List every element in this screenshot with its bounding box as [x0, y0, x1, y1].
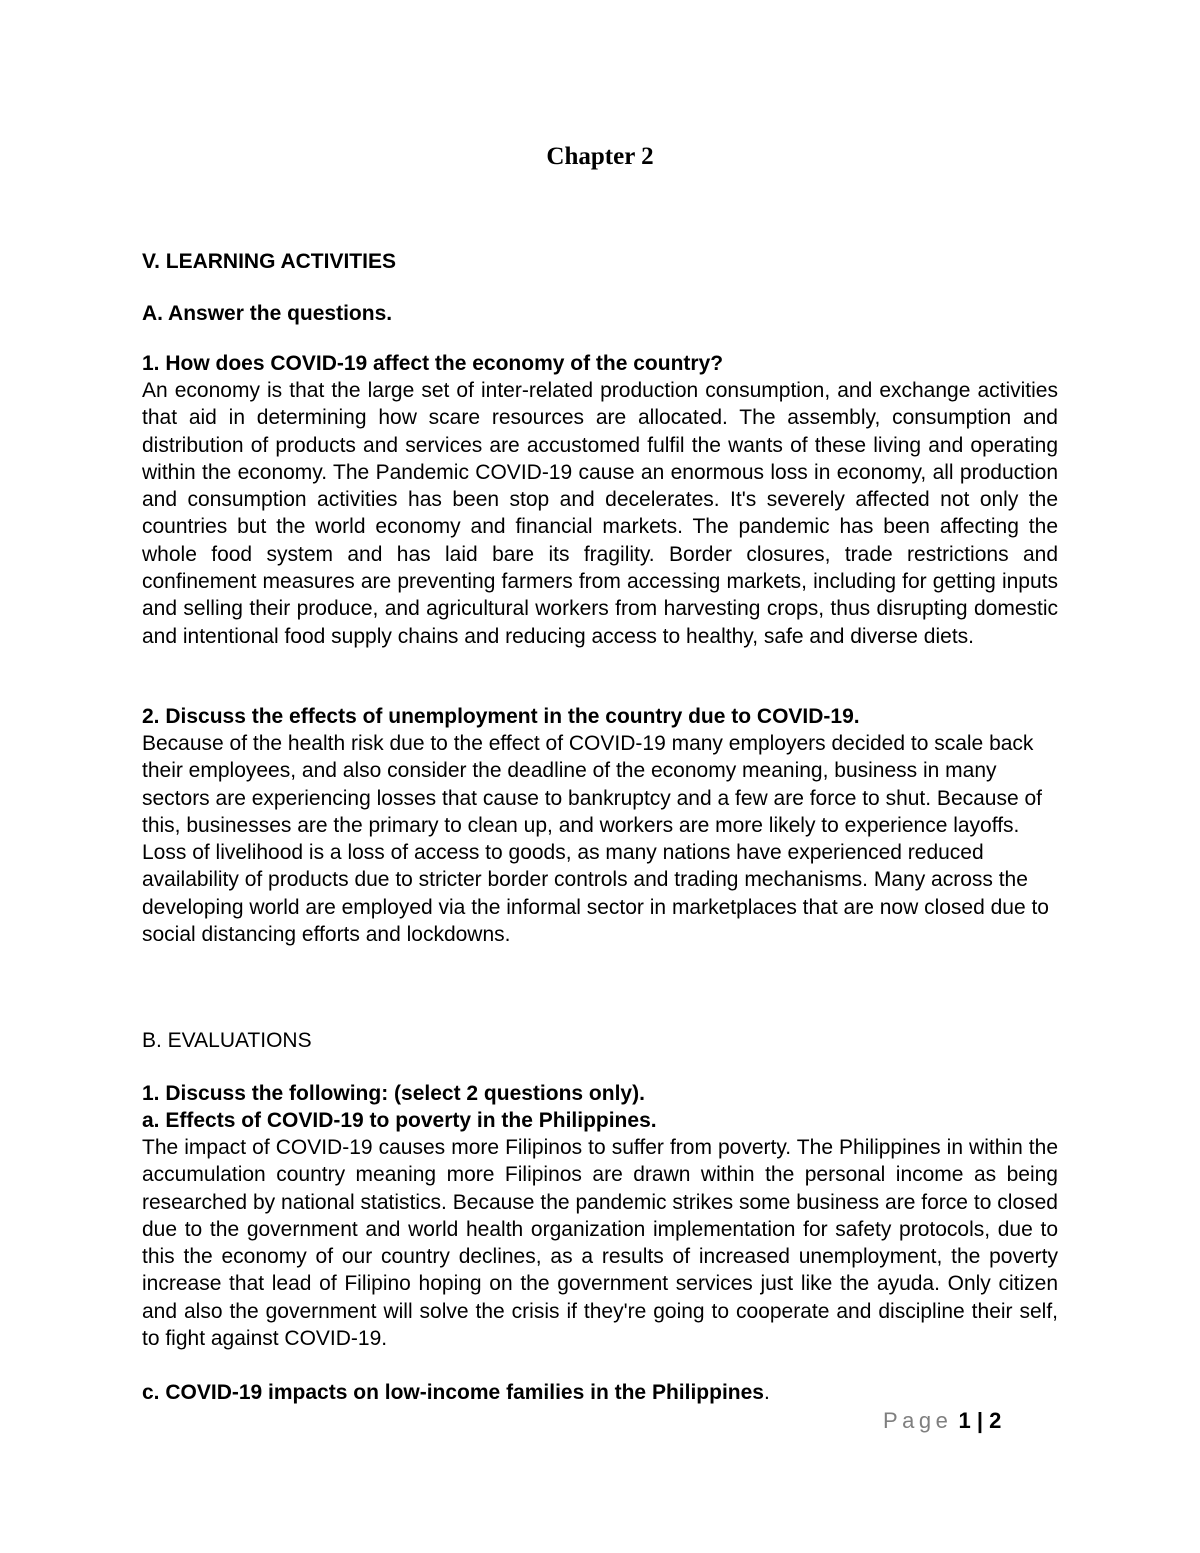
current-page-number: 1: [958, 1408, 971, 1433]
evaluation-item-a-answer: The impact of COVID-19 causes more Filipinos to suffer from poverty. The Philippines in within the accumulation country meaning more Filipinos are drawn within the personal income as being researched by national statistics. Because the pandemic strikes some business are force to closed due to the government and world health organization implementation for safety protocols, due to this the economy of our country declines, as a results of increased unemployment, the poverty increase that lead of Filipino hoping on the government services just like the ayuda. Only citizen and also the government will solve the crisis if they're going to cooperate and discipline their self, to fight against COVID-19.: [142, 1136, 1058, 1351]
page-label: Page: [883, 1408, 953, 1433]
answer-1: An economy is that the large set of inter-related production consumption, and exchange activities that aid in determining how scare resources are allocated. The assembly, consumption and distribution of products and services are accustomed fulfil the wants of these living and operating within the economy. The Pandemic COVID-19 cause an enormous loss in economy, all production and consumption activities has been stop and decelerates. It's severely affected not only the countries but the world economy and financial markets. The pandemic has been affecting the whole food system and has laid bare its fragility. Border closures, trade restrictions and confinement measures are preventing farmers from accessing markets, including for getting inputs and selling their produce, and agricultural workers from harvesting crops, thus disrupting domestic and intentional food supply chains and reducing access to healthy, safe and diverse diets.: [142, 379, 1058, 648]
section-v-heading: V. LEARNING ACTIVITIES: [142, 250, 396, 273]
page-footer: [883, 1405, 1001, 1437]
chapter-title: Chapter 2: [546, 143, 654, 170]
evaluation-item-c: [142, 1379, 1058, 1406]
part-a-heading: A. Answer the questions.: [142, 302, 393, 325]
section-b-heading: B. EVALUATIONS: [142, 1029, 312, 1052]
question-2: 2. Discuss the effects of unemployment in the country due to COVID-19.: [142, 705, 860, 728]
evaluation-item-a-question: a. Effects of COVID-19 to poverty in the Philippines.: [142, 1109, 657, 1132]
question-1: 1. How does COVID-19 affect the economy of the country?: [142, 352, 724, 375]
total-pages-number: 2: [989, 1408, 1002, 1433]
evaluation-item-c-period: .: [763, 1381, 770, 1404]
answer-2: Because of the health risk due to the effect of COVID-19 many employers decided to scale back their employees, and also consider the deadline of the economy meaning, business in many sectors are experiencing losses that cause to bankruptcy and a few are force to shut. Because of this, businesses are the primary to clean up, and workers are more likely to experience layoffs. Loss of livelihood is a loss of access to goods, as many nations have experienced reduced availability of products due to stricter border controls and trading mechanisms. Many across the developing world are employed via the informal sector in marketplaces that are now closed due to social distancing efforts and lockdowns.: [142, 732, 1049, 947]
evaluation-item-c-question: c. COVID-19 impacts on low-income families in the Philippines: [142, 1381, 764, 1404]
evaluation-instruction: 1. Discuss the following: (select 2 questions only).: [142, 1082, 645, 1105]
page-separator: |: [976, 1408, 984, 1433]
